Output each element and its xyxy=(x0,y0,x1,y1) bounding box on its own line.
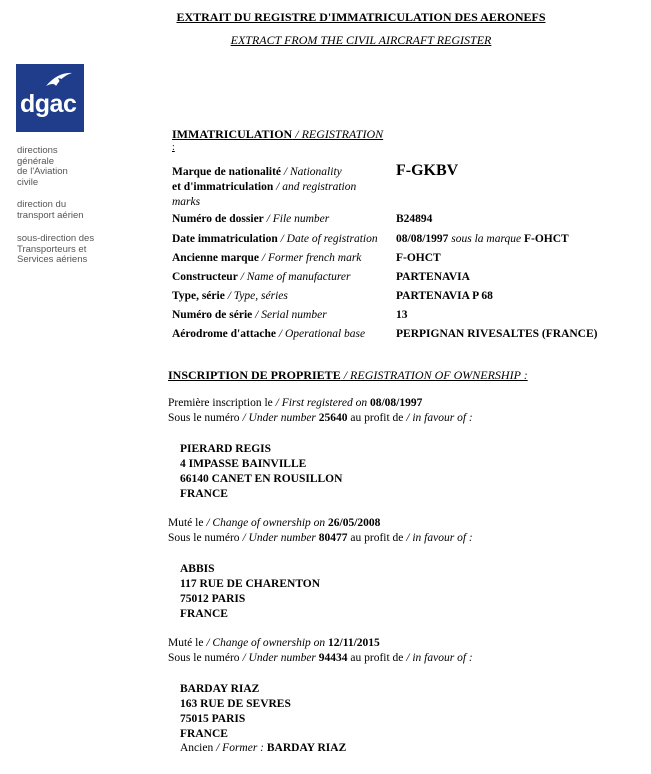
owner-2-address: ABBIS 117 RUE DE CHARENTON 75012 PARIS FRANCE xyxy=(180,563,321,620)
logo-text: dgac xyxy=(20,90,77,118)
manufacturer-value: PARTENAVIA xyxy=(396,271,470,283)
change-1-line: Muté le / Change of ownership on 26/05/2008 xyxy=(168,517,381,529)
manufacturer-label: Constructeur / Name of manufacturer xyxy=(172,271,351,283)
type-value: PARTENAVIA P 68 xyxy=(396,290,493,302)
registration-heading: IMMATRICULATION / REGISTRATION xyxy=(172,127,384,141)
registration-mark: F-GKBV xyxy=(396,162,459,179)
change-2-number-line: Sous le numéro / Under number 94434 au profit de / in favour of : xyxy=(168,652,473,664)
base-value: PERPIGNAN RIVESALTES (FRANCE) xyxy=(396,328,598,340)
document-title: EXTRAIT DU REGISTRE D'IMMATRICULATION DES AERONEFS xyxy=(176,10,546,24)
change-2-line: Muté le / Change of ownership on 12/11/2015 xyxy=(168,637,380,649)
type-label: Type, série / Type, séries xyxy=(172,290,288,302)
registration-colon: : xyxy=(172,142,175,153)
former-mark-label: Ancienne marque / Former french mark xyxy=(172,252,362,264)
base-label: Aérodrome d'attache / Operational base xyxy=(172,328,366,340)
plane-icon xyxy=(44,70,74,90)
registration-date-value: 08/08/1997 sous la marque F-OHCT xyxy=(396,233,569,245)
first-registered-line: Première inscription le / First registered on 08/08/1997 xyxy=(168,397,423,409)
ownership-heading: INSCRIPTION DE PROPRIETE / REGISTRATION OF OWNERSHIP : xyxy=(168,368,528,382)
serial-number-label: Numéro de série / Serial number xyxy=(172,309,327,321)
mark-label: Marque de nationalité / Nationality et d'immatriculation / and registration marks xyxy=(172,166,357,208)
first-number-line: Sous le numéro / Under number 25640 au profit de / in favour of : xyxy=(168,412,473,424)
former-mark-value: F-OHCT xyxy=(396,252,441,264)
sidebar-block-dgac: directions générale de l'Aviation civile xyxy=(17,145,68,188)
owner-1-address: PIERARD REGIS 4 IMPASSE BAINVILLE 66140 CANET EN ROUSILLON FRANCE xyxy=(180,443,343,500)
sidebar-block-subdirection: sous-direction des Transporteurs et Services aériens xyxy=(17,233,95,265)
file-number-label: Numéro de dossier / File number xyxy=(172,213,330,225)
dgac-logo xyxy=(16,64,84,132)
file-number-value: B24894 xyxy=(396,213,433,225)
change-1-number-line: Sous le numéro / Under number 80477 au profit de / in favour of : xyxy=(168,532,473,544)
sidebar-block-direction: direction du transport aérien xyxy=(17,199,84,221)
document-subtitle: EXTRACT FROM THE CIVIL AIRCRAFT REGISTER xyxy=(230,33,492,47)
serial-number-value: 13 xyxy=(396,309,408,321)
registration-date-label: Date immatriculation / Date of registration xyxy=(172,233,378,245)
owner-3-address: BARDAY RIAZ 163 RUE DE SEVRES 75015 PARIS FRANCE xyxy=(180,683,291,740)
former-owner-line: Ancien / Former : BARDAY RIAZ xyxy=(180,742,347,754)
